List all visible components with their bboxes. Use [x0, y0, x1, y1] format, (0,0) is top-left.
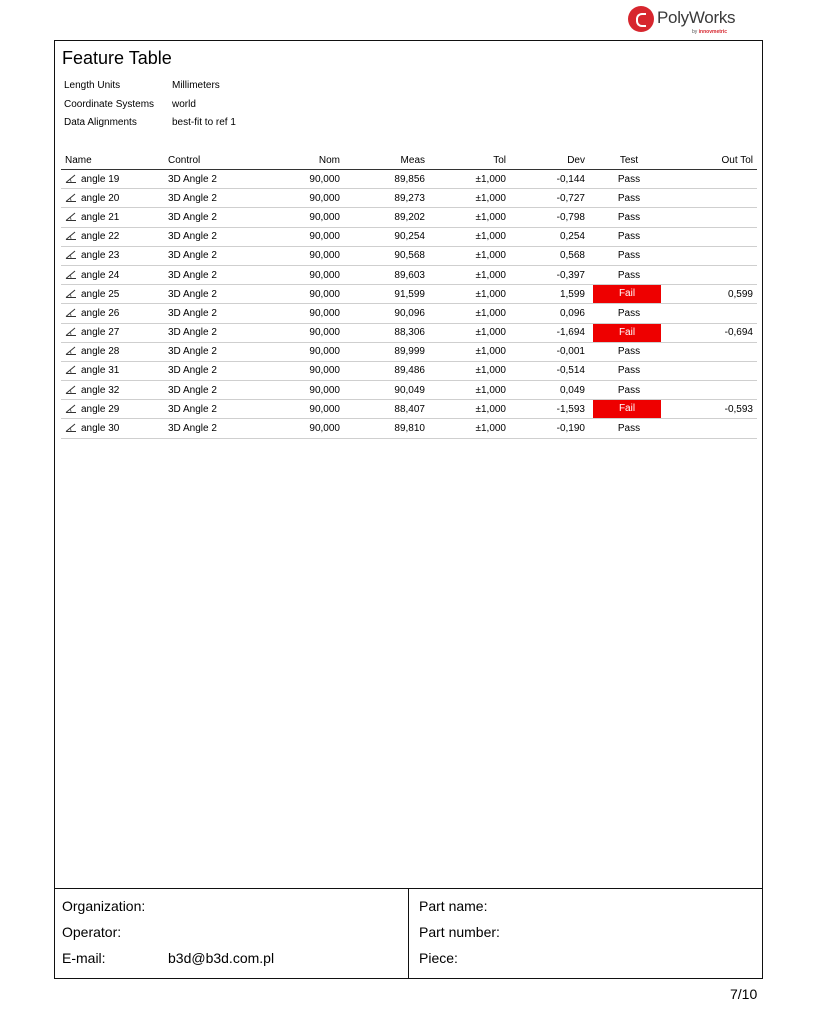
cell-tol: ±1,000	[429, 208, 510, 227]
table-row	[61, 323, 757, 342]
angle-icon	[65, 270, 77, 279]
cell-meas: 88,306	[344, 323, 429, 342]
cell-tol: ±1,000	[429, 400, 510, 419]
cell-name	[61, 400, 164, 419]
footer-right	[419, 898, 525, 976]
meta-label: Coordinate Systems	[64, 98, 155, 110]
table-row	[61, 208, 757, 227]
feature-name: angle 28	[81, 346, 120, 358]
cell-control: 3D Angle 2	[164, 246, 274, 265]
angle-icon	[65, 385, 77, 394]
report-meta	[64, 80, 236, 136]
feature-name: angle 26	[81, 307, 120, 319]
cell-control: 3D Angle 2	[164, 342, 274, 361]
meta-row	[64, 80, 236, 99]
cell-name	[61, 419, 164, 438]
cell-control: 3D Angle 2	[164, 265, 274, 284]
logo-brand: PolyWorks	[657, 8, 736, 27]
polyworks-logo-icon	[628, 6, 654, 32]
cell-dev: -1,694	[510, 323, 589, 342]
cell-control: 3D Angle 2	[164, 323, 274, 342]
angle-icon	[65, 212, 77, 221]
cell-nom: 90,000	[274, 265, 344, 284]
fail-badge: Fail	[593, 324, 661, 342]
cell-test: Pass	[589, 246, 669, 265]
cell-out-tol	[669, 342, 757, 361]
cell-dev: -0,514	[510, 361, 589, 380]
table-row	[61, 246, 757, 265]
footer-label: Part number:	[419, 924, 500, 940]
angle-icon	[65, 404, 77, 413]
cell-test: Pass	[589, 189, 669, 208]
meta-value: world	[172, 98, 196, 110]
cell-dev: -0,190	[510, 419, 589, 438]
angle-icon	[65, 327, 77, 336]
feature-name: angle 25	[81, 288, 120, 300]
polyworks-logo	[628, 6, 743, 36]
cell-nom: 90,000	[274, 304, 344, 323]
feature-table	[61, 152, 757, 439]
meta-label: Data Alignments	[64, 117, 137, 129]
cell-tol: ±1,000	[429, 361, 510, 380]
cell-control: 3D Angle 2	[164, 285, 274, 304]
cell-tol: ±1,000	[429, 265, 510, 284]
cell-nom: 90,000	[274, 419, 344, 438]
cell-nom: 90,000	[274, 342, 344, 361]
cell-tol: ±1,000	[429, 381, 510, 400]
footer-field-operator	[62, 924, 274, 950]
cell-nom: 90,000	[274, 246, 344, 265]
fail-badge: Fail	[593, 400, 661, 418]
cell-name	[61, 323, 164, 342]
column-header-dev: Dev	[510, 152, 589, 170]
cell-meas: 89,603	[344, 265, 429, 284]
footer-field-part-name	[419, 898, 525, 924]
table-row	[61, 227, 757, 246]
cell-name	[61, 304, 164, 323]
cell-name	[61, 227, 164, 246]
cell-meas: 88,407	[344, 400, 429, 419]
angle-icon	[65, 231, 77, 240]
angle-icon	[65, 250, 77, 259]
cell-test	[589, 400, 669, 419]
cell-name	[61, 285, 164, 304]
feature-name: angle 21	[81, 211, 120, 223]
cell-dev: 0,254	[510, 227, 589, 246]
cell-tol: ±1,000	[429, 189, 510, 208]
cell-out-tol	[669, 227, 757, 246]
cell-control: 3D Angle 2	[164, 189, 274, 208]
cell-nom: 90,000	[274, 285, 344, 304]
cell-test: Pass	[589, 304, 669, 323]
feature-name: angle 19	[81, 173, 120, 185]
footer-label: E-mail:	[62, 950, 106, 966]
table-row	[61, 304, 757, 323]
table-row	[61, 285, 757, 304]
cell-dev: -1,593	[510, 400, 589, 419]
feature-name: angle 24	[81, 269, 120, 281]
footer-field-email	[62, 950, 274, 976]
footer-label: Piece:	[419, 950, 458, 966]
fail-badge: Fail	[593, 285, 661, 303]
cell-tol: ±1,000	[429, 419, 510, 438]
cell-tol: ±1,000	[429, 323, 510, 342]
cell-out-tol	[669, 189, 757, 208]
cell-out-tol	[669, 265, 757, 284]
cell-test	[589, 323, 669, 342]
meta-value: best-fit to ref 1	[172, 117, 236, 129]
cell-name	[61, 342, 164, 361]
cell-control: 3D Angle 2	[164, 400, 274, 419]
cell-meas: 89,486	[344, 361, 429, 380]
feature-name: angle 20	[81, 192, 120, 204]
table-header-row	[61, 152, 757, 170]
cell-out-tol: -0,694	[669, 323, 757, 342]
cell-meas: 90,254	[344, 227, 429, 246]
table-row	[61, 342, 757, 361]
column-header-nom: Nom	[274, 152, 344, 170]
cell-dev: -0,144	[510, 170, 589, 189]
cell-out-tol	[669, 246, 757, 265]
cell-out-tol	[669, 304, 757, 323]
cell-meas: 89,202	[344, 208, 429, 227]
cell-control: 3D Angle 2	[164, 170, 274, 189]
column-header-test: Test	[589, 152, 669, 170]
cell-out-tol	[669, 419, 757, 438]
cell-nom: 90,000	[274, 381, 344, 400]
cell-dev: 0,568	[510, 246, 589, 265]
footer-column-divider	[408, 888, 409, 979]
column-header-tol: Tol	[429, 152, 510, 170]
cell-test: Pass	[589, 208, 669, 227]
cell-meas: 89,999	[344, 342, 429, 361]
cell-nom: 90,000	[274, 323, 344, 342]
cell-control: 3D Angle 2	[164, 304, 274, 323]
footer-label: Organization:	[62, 898, 146, 914]
column-header-out-tol: Out Tol	[669, 152, 757, 170]
cell-nom: 90,000	[274, 170, 344, 189]
logo-subtitle: by innovmetric	[692, 29, 728, 35]
footer-field-organization	[62, 898, 274, 924]
meta-row	[64, 117, 236, 136]
cell-test: Pass	[589, 419, 669, 438]
table-row	[61, 170, 757, 189]
cell-test: Pass	[589, 361, 669, 380]
cell-name	[61, 189, 164, 208]
page-title: Feature Table	[62, 48, 172, 68]
feature-name: angle 23	[81, 250, 120, 262]
cell-test: Pass	[589, 170, 669, 189]
cell-tol: ±1,000	[429, 246, 510, 265]
cell-test: Pass	[589, 227, 669, 246]
table-row	[61, 419, 757, 438]
footer-label: Part name:	[419, 898, 488, 914]
cell-out-tol: 0,599	[669, 285, 757, 304]
column-header-name: Name	[61, 152, 164, 170]
angle-icon	[65, 174, 77, 183]
cell-test: Pass	[589, 381, 669, 400]
cell-control: 3D Angle 2	[164, 208, 274, 227]
cell-meas: 89,810	[344, 419, 429, 438]
cell-test	[589, 285, 669, 304]
cell-test: Pass	[589, 342, 669, 361]
table-row	[61, 189, 757, 208]
table-row	[61, 361, 757, 380]
cell-out-tol: -0,593	[669, 400, 757, 419]
feature-name: angle 22	[81, 231, 120, 243]
cell-dev: -0,727	[510, 189, 589, 208]
cell-dev: 1,599	[510, 285, 589, 304]
angle-icon	[65, 289, 77, 298]
footer-field-piece	[419, 950, 525, 976]
cell-control: 3D Angle 2	[164, 419, 274, 438]
cell-tol: ±1,000	[429, 227, 510, 246]
cell-meas: 90,568	[344, 246, 429, 265]
cell-out-tol	[669, 170, 757, 189]
cell-out-tol	[669, 361, 757, 380]
table-row	[61, 400, 757, 419]
cell-name	[61, 381, 164, 400]
cell-tol: ±1,000	[429, 170, 510, 189]
cell-meas: 89,856	[344, 170, 429, 189]
cell-dev: -0,798	[510, 208, 589, 227]
cell-meas: 90,096	[344, 304, 429, 323]
footer-value: b3d@b3d.com.pl	[168, 950, 275, 966]
cell-name	[61, 246, 164, 265]
cell-control: 3D Angle 2	[164, 361, 274, 380]
feature-name: angle 29	[81, 403, 120, 415]
feature-name: angle 32	[81, 384, 120, 396]
angle-icon	[65, 308, 77, 317]
footer-left	[62, 898, 274, 976]
feature-name: angle 27	[81, 327, 120, 339]
column-header-meas: Meas	[344, 152, 429, 170]
angle-icon	[65, 193, 77, 202]
cell-nom: 90,000	[274, 361, 344, 380]
cell-control: 3D Angle 2	[164, 381, 274, 400]
page-number: 7/10	[730, 986, 758, 1002]
meta-value: Millimeters	[172, 80, 220, 91]
cell-meas: 89,273	[344, 189, 429, 208]
angle-icon	[65, 365, 77, 374]
cell-nom: 90,000	[274, 227, 344, 246]
feature-name: angle 31	[81, 365, 120, 377]
cell-meas: 90,049	[344, 381, 429, 400]
angle-icon	[65, 346, 77, 355]
footer-field-part-number	[419, 924, 525, 950]
cell-name	[61, 361, 164, 380]
cell-test: Pass	[589, 265, 669, 284]
meta-row	[64, 99, 236, 118]
cell-nom: 90,000	[274, 189, 344, 208]
cell-tol: ±1,000	[429, 285, 510, 304]
column-header-control: Control	[164, 152, 274, 170]
cell-nom: 90,000	[274, 208, 344, 227]
table-body	[61, 170, 757, 439]
cell-meas: 91,599	[344, 285, 429, 304]
cell-dev: -0,397	[510, 265, 589, 284]
cell-name	[61, 265, 164, 284]
cell-tol: ±1,000	[429, 304, 510, 323]
cell-dev: 0,049	[510, 381, 589, 400]
cell-dev: -0,001	[510, 342, 589, 361]
table-row	[61, 265, 757, 284]
table-row	[61, 381, 757, 400]
cell-name	[61, 170, 164, 189]
angle-icon	[65, 423, 77, 432]
cell-control: 3D Angle 2	[164, 227, 274, 246]
cell-out-tol	[669, 208, 757, 227]
cell-tol: ±1,000	[429, 342, 510, 361]
meta-label: Length Units	[64, 80, 121, 91]
cell-out-tol	[669, 381, 757, 400]
cell-name	[61, 208, 164, 227]
footer-label: Operator:	[62, 924, 122, 940]
feature-name: angle 30	[81, 423, 120, 435]
cell-nom: 90,000	[274, 400, 344, 419]
cell-dev: 0,096	[510, 304, 589, 323]
